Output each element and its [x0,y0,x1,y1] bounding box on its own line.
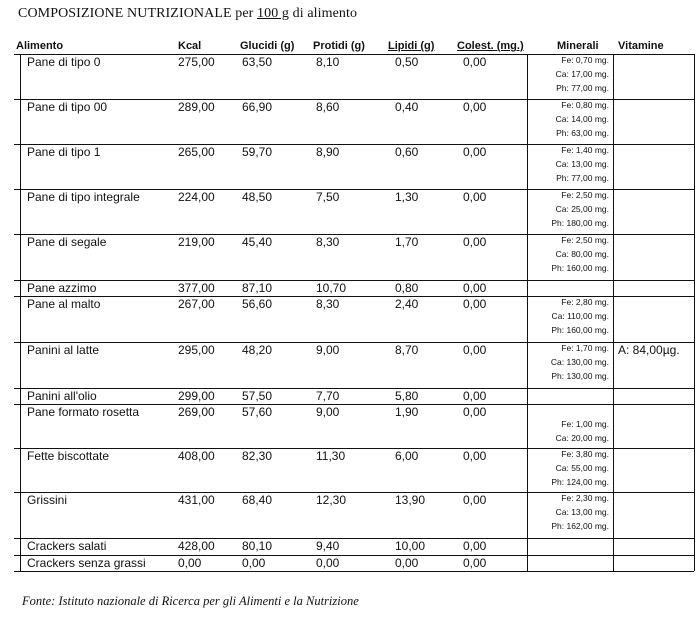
cell-glucidi: 56,60 [242,297,273,311]
cell-kcal: 265,00 [178,145,215,159]
cell-lipidi: 6,00 [395,449,419,463]
cell-minerali: Ph: 130,00 mg. [551,371,609,381]
cell-colest: 0,00 [463,297,487,311]
row-divider [14,571,694,572]
header-vitamine: Vitamine [618,40,664,52]
cell-minerali: Ph: 160,00 mg. [551,263,609,273]
cell-minerali: Ph: 124,00 mg. [551,477,609,487]
cell-minerali: Ca: 80,00 mg. [555,249,609,259]
header-kcal: Kcal [178,40,202,52]
cell-minerali: Ph: 160,00 mg. [551,325,609,335]
cell-lipidi: 0,80 [395,281,419,295]
cell-minerali: Fe: 0,70 mg. [561,55,609,65]
cell-lipidi: 1,70 [395,235,419,249]
cell-glucidi: 57,50 [242,389,273,403]
header-protidi: Protidi (g) [313,40,365,52]
cell-minerali: Fe: 1,00 mg. [561,419,609,429]
cell-protidi: 9,00 [316,405,340,419]
food-name: Pane di tipo 00 [27,100,108,114]
cell-colest: 0,00 [463,100,487,114]
cell-colest: 0,00 [463,539,487,553]
cell-lipidi: 0,50 [395,55,419,69]
cell-minerali: Fe: 2,30 mg. [561,493,609,503]
cell-colest: 0,00 [463,145,487,159]
cell-colest: 0,00 [463,343,487,357]
cell-minerali: Fe: 1,40 mg. [561,145,609,155]
cell-minerali: Fe: 0,80 mg. [561,100,609,110]
cell-glucidi: 82,30 [242,449,273,463]
cell-glucidi: 45,40 [242,235,273,249]
column-divider [527,54,528,571]
cell-protidi: 9,00 [316,343,340,357]
cell-protidi: 8,30 [316,235,340,249]
cell-protidi: 8,10 [316,55,340,69]
cell-kcal: 377,00 [178,281,215,295]
cell-protidi: 10,70 [316,281,347,295]
cell-minerali: Ph: 63,00 mg. [556,128,609,138]
header-glucidi: Glucidi (g) [240,40,295,52]
cell-colest: 0,00 [463,55,487,69]
cell-lipidi: 10,00 [395,539,426,553]
cell-minerali: Ca: 13,00 mg. [555,159,609,169]
cell-protidi: 7,50 [316,190,340,204]
column-divider [613,54,614,571]
cell-lipidi: 1,90 [395,405,419,419]
header-minerali: Minerali [557,40,599,52]
cell-minerali: Ca: 55,00 mg. [555,463,609,473]
cell-minerali: Fe: 1,70 mg. [561,343,609,353]
cell-kcal: 428,00 [178,539,215,553]
cell-kcal: 0,00 [178,556,202,570]
cell-glucidi: 0,00 [242,556,266,570]
cell-glucidi: 57,60 [242,405,273,419]
cell-minerali: Fe: 2,50 mg. [561,190,609,200]
food-name: Crackers senza grassi [27,556,146,570]
food-name: Pane di segale [27,235,107,249]
cell-minerali: Ph: 77,00 mg. [556,173,609,183]
cell-lipidi: 0,40 [395,100,419,114]
cell-glucidi: 87,10 [242,281,273,295]
cell-kcal: 267,00 [178,297,215,311]
cell-colest: 0,00 [463,556,487,570]
cell-minerali: Ca: 130,00 mg. [550,357,609,367]
cell-colest: 0,00 [463,235,487,249]
food-name: Crackers salati [27,539,107,553]
cell-minerali: Ph: 162,00 mg. [551,521,609,531]
column-divider [20,54,21,571]
column-divider [694,54,695,571]
food-name: Panini all'olio [27,389,97,403]
header-colest: Colest. (mg.) [457,40,524,52]
cell-colest: 0,00 [463,389,487,403]
page-title: COMPOSIZIONE NUTRIZIONALE per 100 g di alimento [18,6,358,21]
cell-kcal: 295,00 [178,343,215,357]
cell-lipidi: 0,00 [395,556,419,570]
cell-lipidi: 8,70 [395,343,419,357]
cell-minerali: Ph: 180,00 mg. [551,218,609,228]
row-divider [14,538,694,539]
cell-lipidi: 13,90 [395,493,426,507]
cell-colest: 0,00 [463,449,487,463]
food-name: Fette biscottate [27,449,110,463]
cell-minerali: Ca: 14,00 mg. [555,114,609,124]
cell-minerali: Ph: 77,00 mg. [556,83,609,93]
cell-kcal: 275,00 [178,55,215,69]
cell-colest: 0,00 [463,493,487,507]
food-name: Pane azzimo [27,281,97,295]
cell-glucidi: 59,70 [242,145,273,159]
cell-protidi: 9,40 [316,539,340,553]
source-note: Fonte: Istituto nazionale di Ricerca per gli Alimenti e la Nutrizione [22,594,359,608]
cell-protidi: 12,30 [316,493,347,507]
cell-kcal: 219,00 [178,235,215,249]
cell-kcal: 224,00 [178,190,215,204]
cell-kcal: 431,00 [178,493,215,507]
cell-minerali: Ca: 20,00 mg. [555,433,609,443]
cell-lipidi: 0,60 [395,145,419,159]
cell-colest: 0,00 [463,405,487,419]
cell-kcal: 299,00 [178,389,215,403]
row-divider [14,280,694,281]
cell-kcal: 289,00 [178,100,215,114]
cell-minerali: Fe: 2,80 mg. [561,297,609,307]
cell-protidi: 11,30 [316,449,346,463]
food-name: Pane di tipo integrale [27,190,140,204]
row-divider [14,388,694,389]
header-alimento: Alimento [16,40,64,52]
cell-minerali: Ca: 110,00 mg. [551,311,609,321]
cell-protidi: 8,30 [316,297,340,311]
cell-lipidi: 5,80 [395,389,419,403]
food-name: Pane di tipo 1 [27,145,101,159]
cell-kcal: 269,00 [178,405,215,419]
cell-protidi: 0,00 [316,556,340,570]
cell-colest: 0,00 [463,190,487,204]
cell-glucidi: 80,10 [242,539,273,553]
cell-glucidi: 48,50 [242,190,273,204]
cell-glucidi: 68,40 [242,493,273,507]
cell-glucidi: 48,20 [242,343,273,357]
cell-colest: 0,00 [463,281,487,295]
cell-minerali: Fe: 2,50 mg. [561,235,609,245]
food-name: Pane formato rosetta [27,405,140,419]
cell-minerali: Ca: 17,00 mg. [555,69,609,79]
cell-protidi: 8,60 [316,100,340,114]
cell-minerali: Fe: 3,80 mg. [561,449,609,459]
cell-lipidi: 1,30 [395,190,419,204]
cell-minerali: Ca: 13,00 mg. [555,507,609,517]
cell-minerali: Ca: 25,00 mg. [555,204,609,214]
cell-glucidi: 63,50 [242,55,273,69]
cell-protidi: 7,70 [316,389,340,403]
cell-glucidi: 66,90 [242,100,273,114]
cell-protidi: 8,90 [316,145,340,159]
food-name: Panini al latte [27,343,100,357]
header-lipidi: Lipidi (g) [388,40,435,52]
food-name: Pane di tipo 0 [27,55,101,69]
food-name: Grissini [27,493,68,507]
cell-kcal: 408,00 [178,449,215,463]
food-name: Pane al malto [27,297,101,311]
cell-vitamine: A: 84,00µg. [618,343,680,357]
cell-lipidi: 2,40 [395,297,419,311]
